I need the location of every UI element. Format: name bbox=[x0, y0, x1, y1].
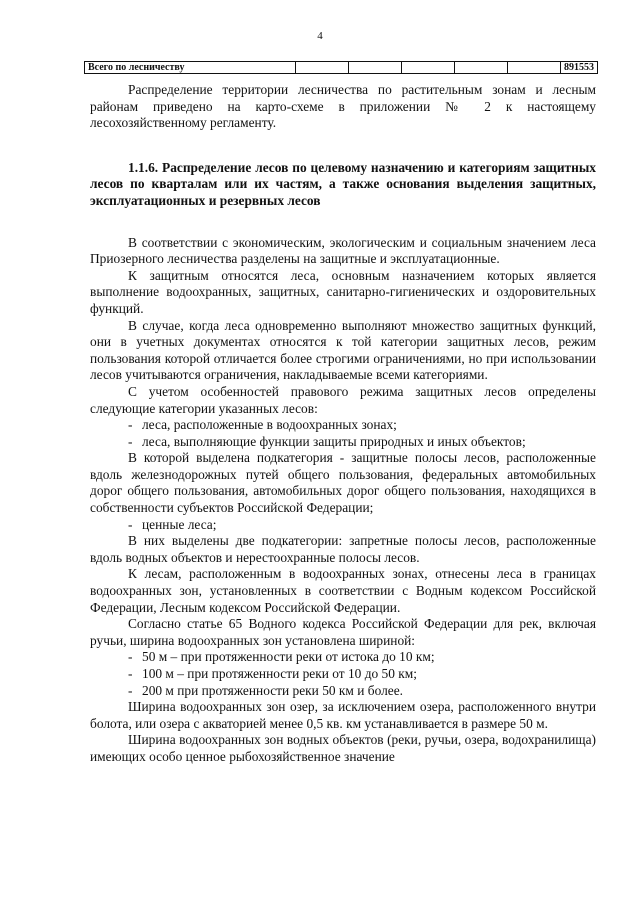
page-number: 4 bbox=[317, 30, 323, 42]
paragraph: К лесам, расположенным в водоохранных зонах, отнесены леса в границах водоохранных зон, установленных в соответствии с Водным кодексом Российской Федерации, Лесным кодексом Российской Федерации. bbox=[90, 566, 596, 615]
paragraph: В случае, когда леса одновременно выполняют множество защитных функций, они в учетных документах относятся к той категории защитных лесов, режим пользования которой отличается более строгими ограничениями, но при использовании лесов учитываются ограничения, накладываемые всеми категориями. bbox=[90, 317, 596, 383]
paragraph: Согласно статье 65 Водного кодекса Российской Федерации для рек, включая ручьи, ширина водоохранных зон установлена шириной: bbox=[90, 616, 596, 648]
table-cell bbox=[401, 62, 454, 74]
table-cell bbox=[295, 62, 348, 74]
table-row-value: 891553 bbox=[561, 62, 598, 74]
table-cell bbox=[454, 62, 507, 74]
list-item: - 50 м – при протяженности реки от истока до 10 км; bbox=[128, 649, 435, 665]
paragraph: Ширина водоохранных зон водных объектов (реки, ручьи, озера, водохранилища) имеющих особо ценное рыбохозяйственное значение bbox=[90, 732, 596, 764]
document-body bbox=[90, 82, 596, 766]
table-row bbox=[85, 62, 598, 74]
list-item: - ценные леса; bbox=[128, 516, 217, 532]
table-cell bbox=[507, 62, 560, 74]
list-item: - леса, расположенные в водоохранных зонах; bbox=[128, 417, 397, 433]
paragraph: С учетом особенностей правового режима защитных лесов определены следующие категории указанных лесов: bbox=[90, 383, 596, 416]
paragraph: В них выделены две подкатегории: запретные полосы лесов, расположенные вдоль водных объектов и нерестоохранные полосы лесов. bbox=[90, 533, 596, 565]
list-item: - 200 м при протяженности реки 50 км и более. bbox=[128, 682, 404, 698]
paragraph: В соответствии с экономическим, экологическим и социальным значением леса Приозерного лесничества разделены на защитные и эксплуатационные. bbox=[90, 234, 596, 267]
summary-table bbox=[84, 61, 598, 74]
table-row-label: Всего по лесничеству bbox=[85, 62, 296, 74]
list-item: - 100 м – при протяженности реки от 10 до 50 км; bbox=[128, 666, 417, 681]
paragraph: Ширина водоохранных зон озер, за исключением озера, расположенного внутри болота, или озера с акваторией менее 0,5 кв. км устанавливается в размере 50 м. bbox=[90, 699, 596, 731]
paragraph: Распределение территории лесничества по растительным зонам и лесным районам приведено на карто-схеме в приложении № 2 к настоящему лесохозяйственному регламенту. bbox=[90, 82, 596, 131]
section-heading: 1.1.6. Распределение лесов по целевому назначению и категориям защитных лесов по кварталам или их частям, а также основания выделения защитных, эксплуатационных и резервных лесов bbox=[90, 159, 596, 208]
paragraph: В которой выделена подкатегория - защитные полосы лесов, расположенные вдоль железнодорожных путей общего пользования, федеральных автомобильных дорог общего пользования, автомобильных дорог общего пользования, находящихся в собственности субъектов Российской Федерации; bbox=[90, 450, 596, 516]
table-cell bbox=[348, 62, 401, 74]
list-item: - леса, выполняющие функции защиты природных и иных объектов; bbox=[128, 433, 526, 449]
paragraph: К защитным относятся леса, основным назначением которых является выполнение водоохранных, защитных, санитарно-гигиенических и оздоровительных функций. bbox=[90, 267, 596, 316]
